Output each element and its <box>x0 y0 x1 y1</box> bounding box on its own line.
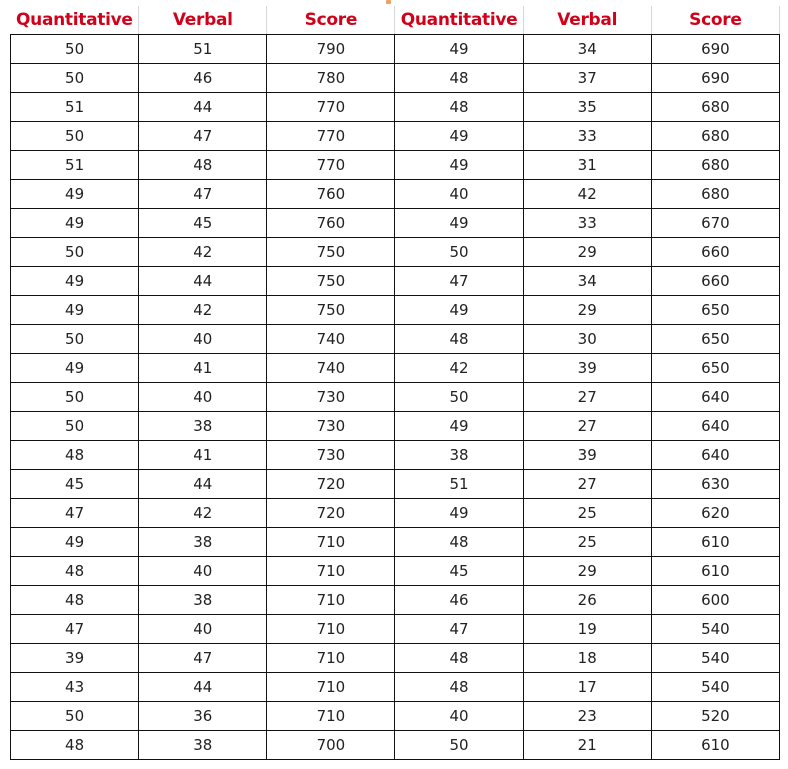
table-row <box>11 702 780 731</box>
quantitative-cell: 48 <box>11 557 139 586</box>
verbal-cell: 44 <box>139 93 267 122</box>
score-cell: 710 <box>267 528 395 557</box>
table-row <box>11 673 780 702</box>
score-cell: 770 <box>267 93 395 122</box>
quantitative-cell: 50 <box>395 383 523 412</box>
table-row <box>11 267 780 296</box>
table-body <box>11 35 780 760</box>
quantitative-cell: 48 <box>11 731 139 760</box>
quantitative-cell: 47 <box>395 267 523 296</box>
verbal-cell: 18 <box>523 644 651 673</box>
quantitative-cell: 38 <box>395 441 523 470</box>
table-row <box>11 35 780 64</box>
verbal-cell: 29 <box>523 238 651 267</box>
verbal-cell: 40 <box>139 383 267 412</box>
verbal-cell: 44 <box>139 673 267 702</box>
quantitative-cell: 50 <box>11 64 139 93</box>
quantitative-cell: 50 <box>11 122 139 151</box>
verbal-cell: 27 <box>523 383 651 412</box>
score-cell: 710 <box>267 557 395 586</box>
table-row <box>11 64 780 93</box>
score-cell: 750 <box>267 267 395 296</box>
quantitative-cell: 48 <box>395 644 523 673</box>
verbal-cell: 39 <box>523 441 651 470</box>
quantitative-cell: 49 <box>395 499 523 528</box>
verbal-cell: 40 <box>139 615 267 644</box>
score-cell: 720 <box>267 499 395 528</box>
table-row <box>11 93 780 122</box>
quantitative-cell: 48 <box>11 441 139 470</box>
verbal-cell: 47 <box>139 644 267 673</box>
verbal-cell: 17 <box>523 673 651 702</box>
score-cell: 730 <box>267 383 395 412</box>
quantitative-cell: 49 <box>11 267 139 296</box>
quantitative-cell: 49 <box>395 296 523 325</box>
quantitative-cell: 40 <box>395 702 523 731</box>
table-row <box>11 412 780 441</box>
score-cell: 680 <box>651 122 779 151</box>
score-cell: 540 <box>651 644 779 673</box>
quantitative-cell: 40 <box>395 180 523 209</box>
verbal-cell: 38 <box>139 731 267 760</box>
quantitative-cell: 47 <box>11 499 139 528</box>
verbal-cell: 29 <box>523 557 651 586</box>
quantitative-cell: 45 <box>11 470 139 499</box>
quantitative-cell: 50 <box>11 383 139 412</box>
score-cell: 790 <box>267 35 395 64</box>
verbal-cell: 35 <box>523 93 651 122</box>
quantitative-cell: 48 <box>395 673 523 702</box>
score-cell: 780 <box>267 64 395 93</box>
score-cell: 540 <box>651 615 779 644</box>
table-row <box>11 557 780 586</box>
table-row <box>11 238 780 267</box>
score-cell: 610 <box>651 557 779 586</box>
quantitative-cell: 50 <box>11 412 139 441</box>
verbal-cell: 27 <box>523 470 651 499</box>
verbal-cell: 47 <box>139 180 267 209</box>
score-cell: 680 <box>651 151 779 180</box>
score-table <box>10 6 780 760</box>
score-cell: 710 <box>267 673 395 702</box>
score-cell: 760 <box>267 180 395 209</box>
verbal-cell: 41 <box>139 441 267 470</box>
score-cell: 750 <box>267 238 395 267</box>
verbal-cell: 31 <box>523 151 651 180</box>
score-cell: 710 <box>267 615 395 644</box>
table-row <box>11 354 780 383</box>
table-row <box>11 731 780 760</box>
quantitative-cell: 43 <box>11 673 139 702</box>
verbal-cell: 33 <box>523 122 651 151</box>
verbal-cell: 38 <box>139 586 267 615</box>
score-cell: 710 <box>267 586 395 615</box>
quantitative-cell: 42 <box>395 354 523 383</box>
quantitative-cell: 46 <box>395 586 523 615</box>
verbal-cell: 27 <box>523 412 651 441</box>
quantitative-cell: 51 <box>11 151 139 180</box>
score-cell: 650 <box>651 354 779 383</box>
quantitative-cell: 49 <box>11 180 139 209</box>
verbal-cell: 39 <box>523 354 651 383</box>
verbal-cell: 42 <box>523 180 651 209</box>
verbal-cell: 44 <box>139 470 267 499</box>
table-row <box>11 441 780 470</box>
verbal-cell: 41 <box>139 354 267 383</box>
verbal-cell: 40 <box>139 557 267 586</box>
score-cell: 750 <box>267 296 395 325</box>
score-cell: 610 <box>651 731 779 760</box>
verbal-cell: 25 <box>523 528 651 557</box>
verbal-cell: 30 <box>523 325 651 354</box>
score-cell: 720 <box>267 470 395 499</box>
score-cell: 540 <box>651 673 779 702</box>
quantitative-cell: 51 <box>395 470 523 499</box>
quantitative-cell: 50 <box>395 238 523 267</box>
score-cell: 740 <box>267 354 395 383</box>
table-row <box>11 151 780 180</box>
verbal-cell: 45 <box>139 209 267 238</box>
verbal-cell: 34 <box>523 267 651 296</box>
verbal-cell: 42 <box>139 296 267 325</box>
table-row <box>11 122 780 151</box>
quantitative-cell: 48 <box>395 325 523 354</box>
score-cell: 600 <box>651 586 779 615</box>
score-cell: 640 <box>651 412 779 441</box>
verbal-cell: 19 <box>523 615 651 644</box>
quantitative-cell: 50 <box>11 702 139 731</box>
header-quantitative: Quantitative <box>395 6 523 35</box>
table-row <box>11 644 780 673</box>
quantitative-cell: 49 <box>395 412 523 441</box>
verbal-cell: 25 <box>523 499 651 528</box>
quantitative-cell: 50 <box>11 35 139 64</box>
score-cell: 690 <box>651 64 779 93</box>
score-cell: 660 <box>651 267 779 296</box>
score-cell: 770 <box>267 151 395 180</box>
table-row <box>11 499 780 528</box>
header-row <box>11 6 780 35</box>
score-cell: 640 <box>651 441 779 470</box>
quantitative-cell: 50 <box>395 731 523 760</box>
verbal-cell: 40 <box>139 325 267 354</box>
quantitative-cell: 49 <box>11 209 139 238</box>
quantitative-cell: 47 <box>11 615 139 644</box>
verbal-cell: 51 <box>139 35 267 64</box>
score-cell: 660 <box>651 238 779 267</box>
quantitative-cell: 48 <box>395 64 523 93</box>
score-cell: 620 <box>651 499 779 528</box>
quantitative-cell: 49 <box>11 296 139 325</box>
verbal-cell: 21 <box>523 731 651 760</box>
quantitative-cell: 50 <box>11 325 139 354</box>
score-cell: 650 <box>651 325 779 354</box>
score-cell: 710 <box>267 702 395 731</box>
score-cell: 730 <box>267 441 395 470</box>
header-verbal: Verbal <box>523 6 651 35</box>
quantitative-cell: 49 <box>11 354 139 383</box>
quantitative-cell: 51 <box>11 93 139 122</box>
table-row <box>11 383 780 412</box>
quantitative-cell: 48 <box>395 93 523 122</box>
table-row <box>11 296 780 325</box>
verbal-cell: 42 <box>139 238 267 267</box>
quantitative-cell: 48 <box>11 586 139 615</box>
header-quantitative: Quantitative <box>11 6 139 35</box>
table-row <box>11 180 780 209</box>
verbal-cell: 48 <box>139 151 267 180</box>
score-cell: 770 <box>267 122 395 151</box>
score-cell: 630 <box>651 470 779 499</box>
table-container <box>10 6 780 760</box>
verbal-cell: 44 <box>139 267 267 296</box>
table-row <box>11 470 780 499</box>
score-cell: 710 <box>267 644 395 673</box>
quantitative-cell: 49 <box>395 151 523 180</box>
verbal-cell: 29 <box>523 296 651 325</box>
header-verbal: Verbal <box>139 6 267 35</box>
header-score: Score <box>267 6 395 35</box>
table-row <box>11 586 780 615</box>
quantitative-cell: 49 <box>395 122 523 151</box>
quantitative-cell: 39 <box>11 644 139 673</box>
verbal-cell: 33 <box>523 209 651 238</box>
score-cell: 610 <box>651 528 779 557</box>
quantitative-cell: 45 <box>395 557 523 586</box>
verbal-cell: 34 <box>523 35 651 64</box>
quantitative-cell: 49 <box>395 35 523 64</box>
quantitative-cell: 47 <box>395 615 523 644</box>
quantitative-cell: 48 <box>395 528 523 557</box>
score-cell: 680 <box>651 180 779 209</box>
score-cell: 690 <box>651 35 779 64</box>
score-cell: 650 <box>651 296 779 325</box>
verbal-cell: 46 <box>139 64 267 93</box>
score-cell: 640 <box>651 383 779 412</box>
table-row <box>11 528 780 557</box>
quantitative-cell: 49 <box>11 528 139 557</box>
verbal-cell: 42 <box>139 499 267 528</box>
verbal-cell: 36 <box>139 702 267 731</box>
cursor-marker <box>386 0 391 4</box>
verbal-cell: 38 <box>139 412 267 441</box>
table-row <box>11 615 780 644</box>
score-cell: 700 <box>267 731 395 760</box>
verbal-cell: 37 <box>523 64 651 93</box>
score-cell: 680 <box>651 93 779 122</box>
score-cell: 520 <box>651 702 779 731</box>
score-cell: 740 <box>267 325 395 354</box>
table-row <box>11 325 780 354</box>
verbal-cell: 26 <box>523 586 651 615</box>
score-cell: 760 <box>267 209 395 238</box>
quantitative-cell: 50 <box>11 238 139 267</box>
quantitative-cell: 49 <box>395 209 523 238</box>
verbal-cell: 47 <box>139 122 267 151</box>
verbal-cell: 38 <box>139 528 267 557</box>
score-cell: 730 <box>267 412 395 441</box>
table-row <box>11 209 780 238</box>
verbal-cell: 23 <box>523 702 651 731</box>
header-score: Score <box>651 6 779 35</box>
score-cell: 670 <box>651 209 779 238</box>
